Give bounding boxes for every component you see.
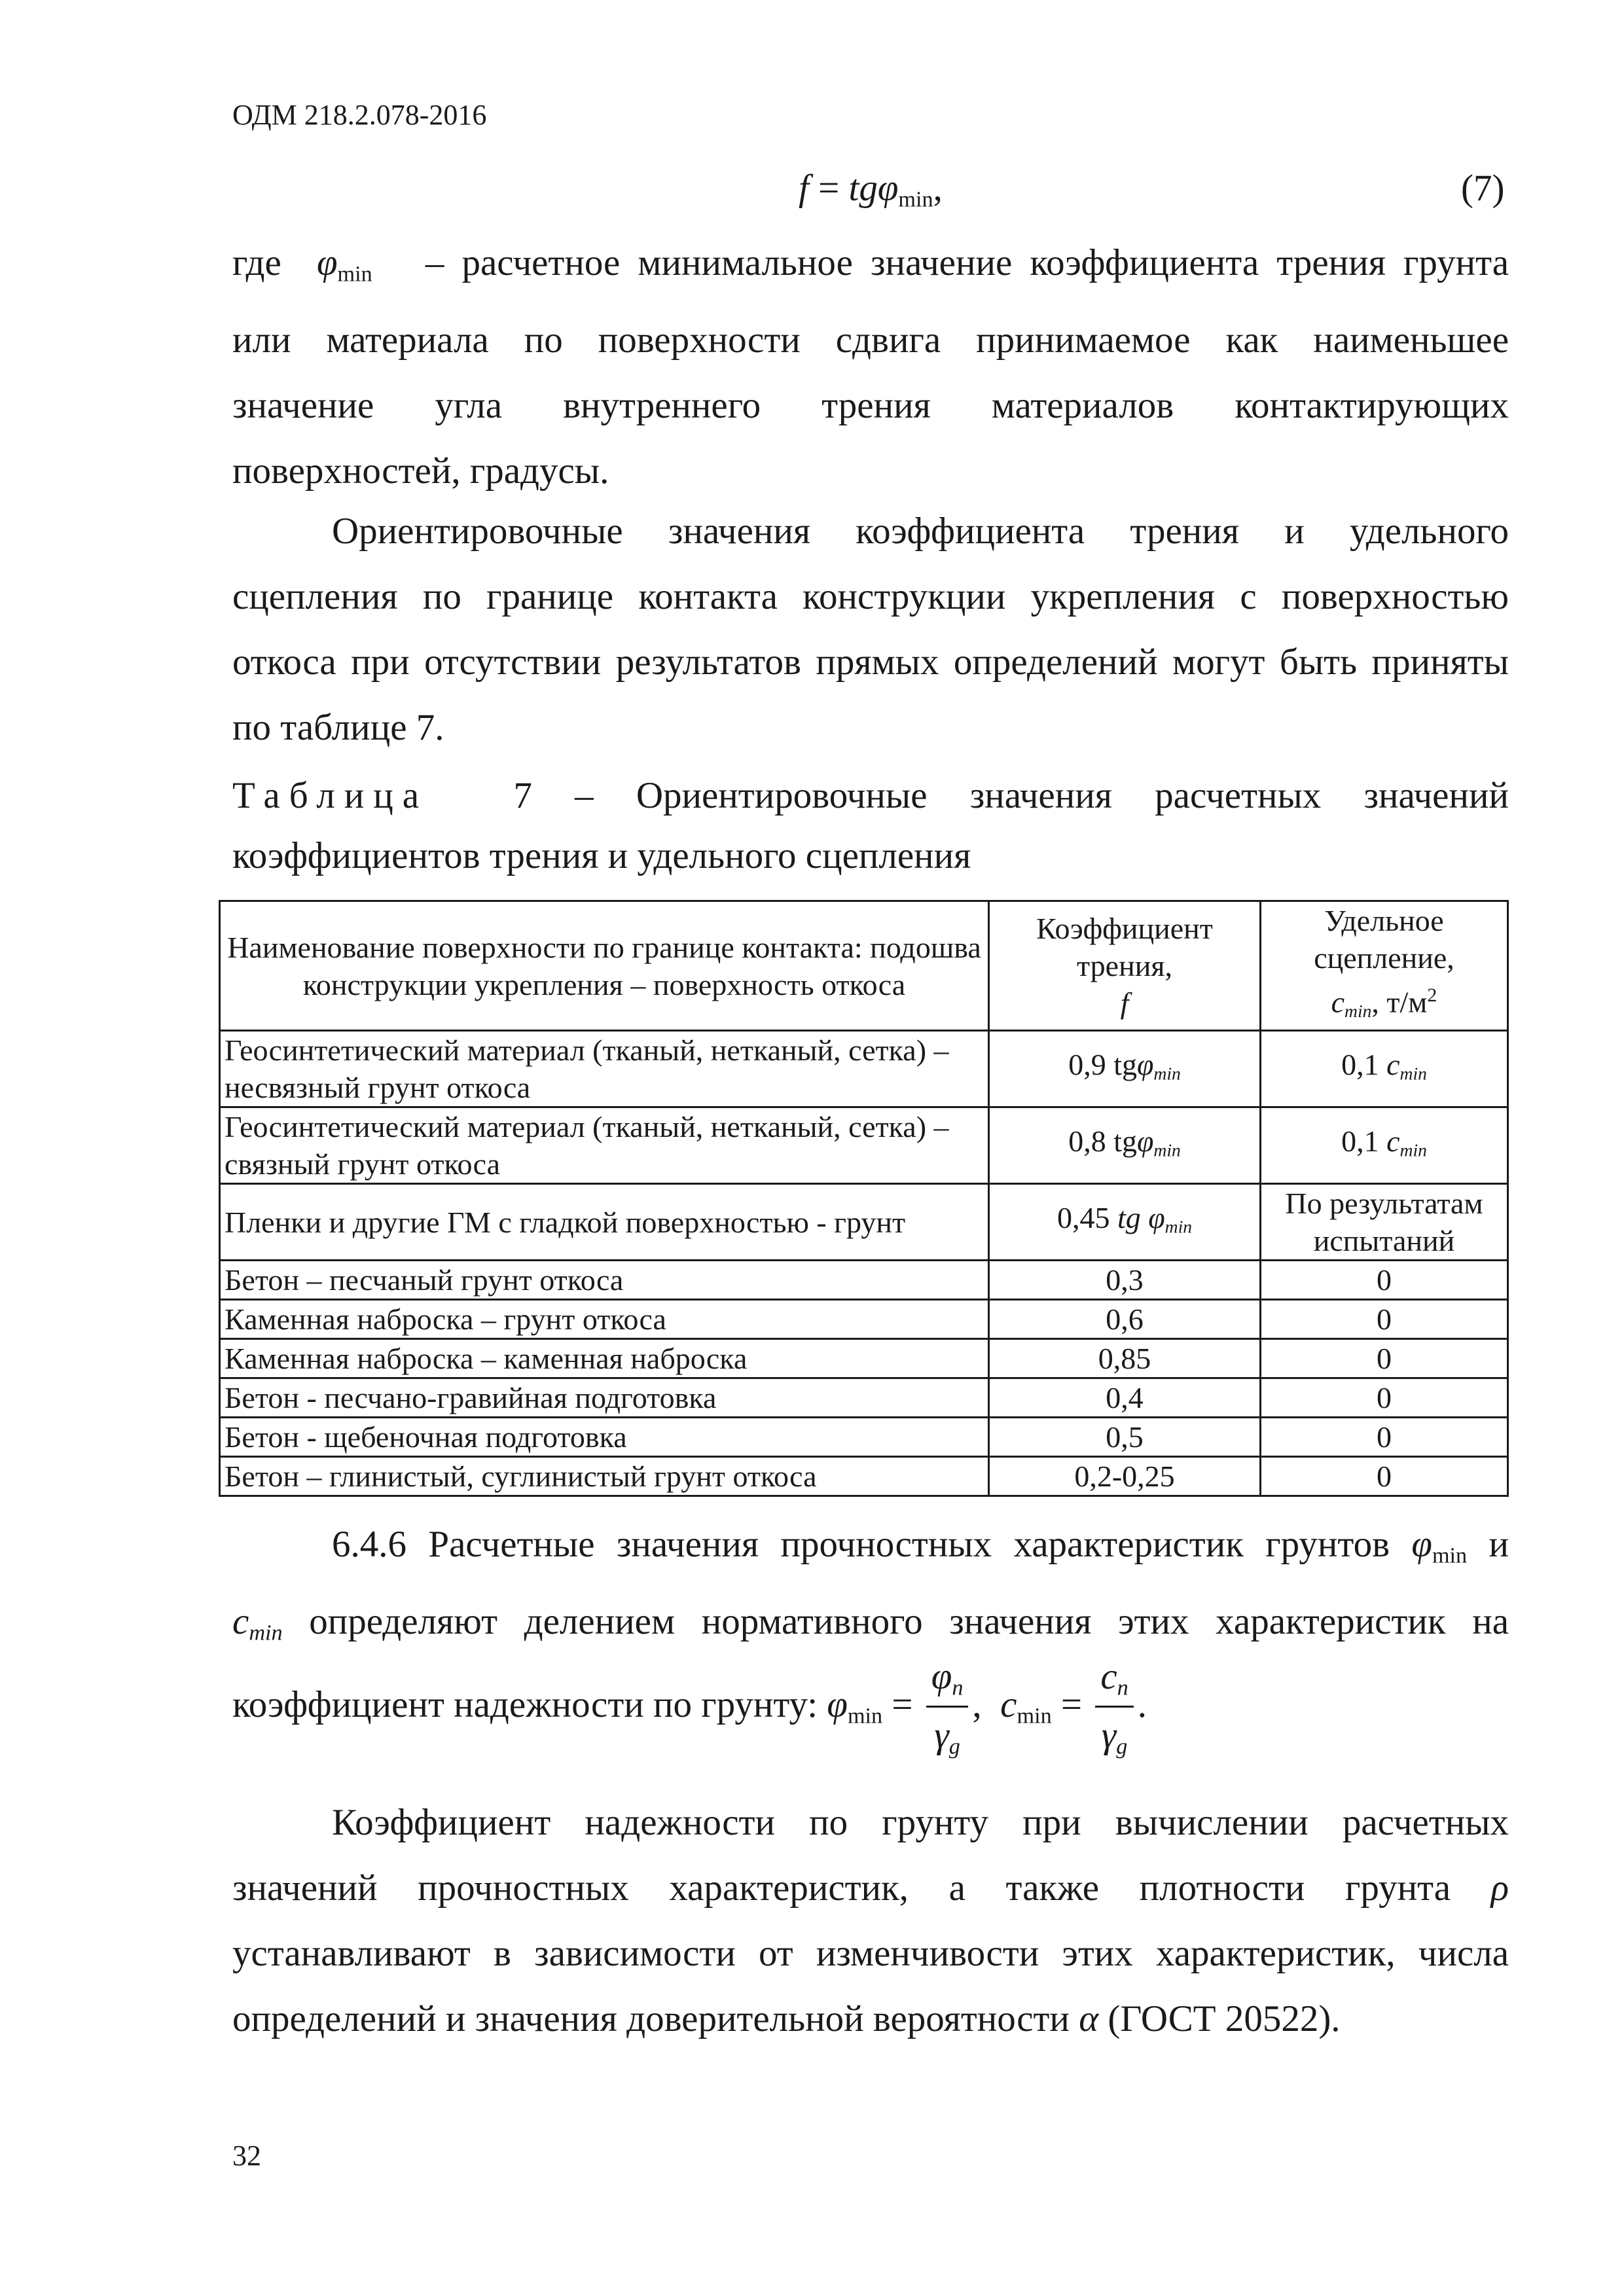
fraction-phi: $\frac{\varphi n}{\gamma g}$ — [926, 1658, 969, 1759]
row-friction: 0,5 — [989, 1418, 1261, 1457]
where-line-3: значение угла внутреннего трения материалов контактирующих — [232, 384, 1509, 426]
caption-line-1: Таблица 7 – Ориентировочные значения расчетных значений — [232, 775, 1509, 816]
row-friction: 0,6 — [989, 1300, 1261, 1339]
para4-line-4: определений и значения доверительной вероятности α (ГОСТ 20522). — [232, 1998, 1341, 2039]
row-surface-name: Каменная наброска – грунт откоса — [220, 1300, 989, 1339]
row-cohesion: 0 — [1261, 1418, 1508, 1457]
table-row — [220, 1457, 1508, 1496]
row-friction: 0,45 tg φmin — [989, 1184, 1261, 1261]
row-cohesion: 0,1 cmin — [1261, 1031, 1508, 1107]
strength-formulas: коэффициент надежности по грунту: $\varphi_{min}$ = $\frac{\varphi n}{\gamma g}$ , $c_{min}$ = $\frac{cn}{\gamma g}$ . — [232, 1655, 1147, 1759]
para3-line-1: 6.4.6 Расчетные значения прочностных характеристик грунтов $\varphi_{min}$ и — [332, 1524, 1509, 1568]
para2-line-2: сцепления по границе контакта конструкции укрепления с поверхностью — [232, 576, 1509, 617]
table-row — [220, 1184, 1508, 1261]
table-row — [220, 1300, 1508, 1339]
document-header: ОДМ 218.2.078-2016 — [232, 99, 487, 131]
table-row — [220, 1339, 1508, 1378]
where-line-4: поверхностей, градусы. — [232, 450, 609, 492]
row-surface-name: Геосинтетический материал (тканый, нетканый, сетка) – связный грунт откоса — [220, 1107, 989, 1184]
where-paragraph — [232, 230, 1509, 504]
para4-line-2: значений прочностных характеристик, а также плотности грунта ρ — [232, 1867, 1509, 1909]
header-surface-name: Наименование поверхности по границе контакта: подошва конструкции укрепления – поверхность откоса — [220, 901, 989, 1031]
table-header-row — [220, 901, 1508, 1031]
row-friction: 0,2-0,25 — [989, 1457, 1261, 1496]
caption-line-2: коэффициентов трения и удельного сцепления — [232, 835, 971, 876]
para2-line-1: Ориентировочные значения коэффициента трения и удельного — [332, 511, 1509, 552]
row-cohesion: 0,1 cmin — [1261, 1107, 1508, 1184]
fraction-c: $\frac{cn}{\gamma g}$ — [1095, 1658, 1133, 1759]
row-cohesion: 0 — [1261, 1457, 1508, 1496]
page-number: 32 — [232, 2140, 261, 2172]
paragraph-6-4-6 — [232, 1512, 1509, 1666]
header-friction: Коэффициент трения, f — [989, 901, 1261, 1031]
row-surface-name: Геосинтетический материал (тканый, нетканый, сетка) – несвязный грунт откоса — [220, 1031, 989, 1107]
where-line-2: или материала по поверхности сдвига принимаемое как наименьшее — [232, 319, 1509, 361]
row-surface-name: Бетон – глинистый, суглинистый грунт откоса — [220, 1457, 989, 1496]
paragraph-4 — [232, 1790, 1509, 2052]
row-surface-name: Бетон – песчаный грунт откоса — [220, 1261, 989, 1300]
para3-line-2: cmin определяют делением нормативного значения этих характеристик на — [232, 1600, 1509, 1645]
where-line-1: где $\varphi_{min}$ – расчетное минимальное значение коэффициента трения грунта — [232, 242, 1509, 287]
header-cohesion: Удельное сцепление, cmin, $т/м^2$ — [1261, 901, 1508, 1031]
row-surface-name: Бетон - щебеночная подготовка — [220, 1418, 989, 1457]
table-row — [220, 1378, 1508, 1418]
row-surface-name: Каменная наброска – каменная наброска — [220, 1339, 989, 1378]
row-cohesion: По результатам испытаний — [1261, 1184, 1508, 1261]
para4-line-3: устанавливают в зависимости от изменчивости этих характеристик, числа — [232, 1933, 1509, 1974]
para4-line-1: Коэффициент надежности по грунту при вычислении расчетных — [332, 1802, 1509, 1843]
row-cohesion: 0 — [1261, 1339, 1508, 1378]
table-caption — [232, 766, 1509, 886]
row-friction: 0,4 — [989, 1378, 1261, 1418]
table-row — [220, 1261, 1508, 1300]
paragraph-2 — [232, 499, 1509, 761]
row-surface-name: Пленки и другие ГМ с гладкой поверхностью - грунт — [220, 1184, 989, 1261]
row-friction: 0,8 tgφmin — [989, 1107, 1261, 1184]
row-friction: 0,85 — [989, 1339, 1261, 1378]
row-cohesion: 0 — [1261, 1300, 1508, 1339]
row-friction: 0,9 tgφmin — [989, 1031, 1261, 1107]
table-7 — [219, 900, 1509, 1497]
para2-line-4: по таблице 7. — [232, 707, 444, 748]
row-cohesion: 0 — [1261, 1378, 1508, 1418]
table-row — [220, 1031, 1508, 1107]
formula-7: f = tgφ$_{min}$, — [799, 168, 943, 212]
table-row — [220, 1107, 1508, 1184]
row-friction: 0,3 — [989, 1261, 1261, 1300]
formula-number: (7) — [1461, 168, 1505, 209]
para2-line-3: откоса при отсутствии результатов прямых определений могут быть приняты — [232, 641, 1509, 683]
row-surface-name: Бетон - песчано-гравийная подготовка — [220, 1378, 989, 1418]
row-cohesion: 0 — [1261, 1261, 1508, 1300]
table-row — [220, 1418, 1508, 1457]
